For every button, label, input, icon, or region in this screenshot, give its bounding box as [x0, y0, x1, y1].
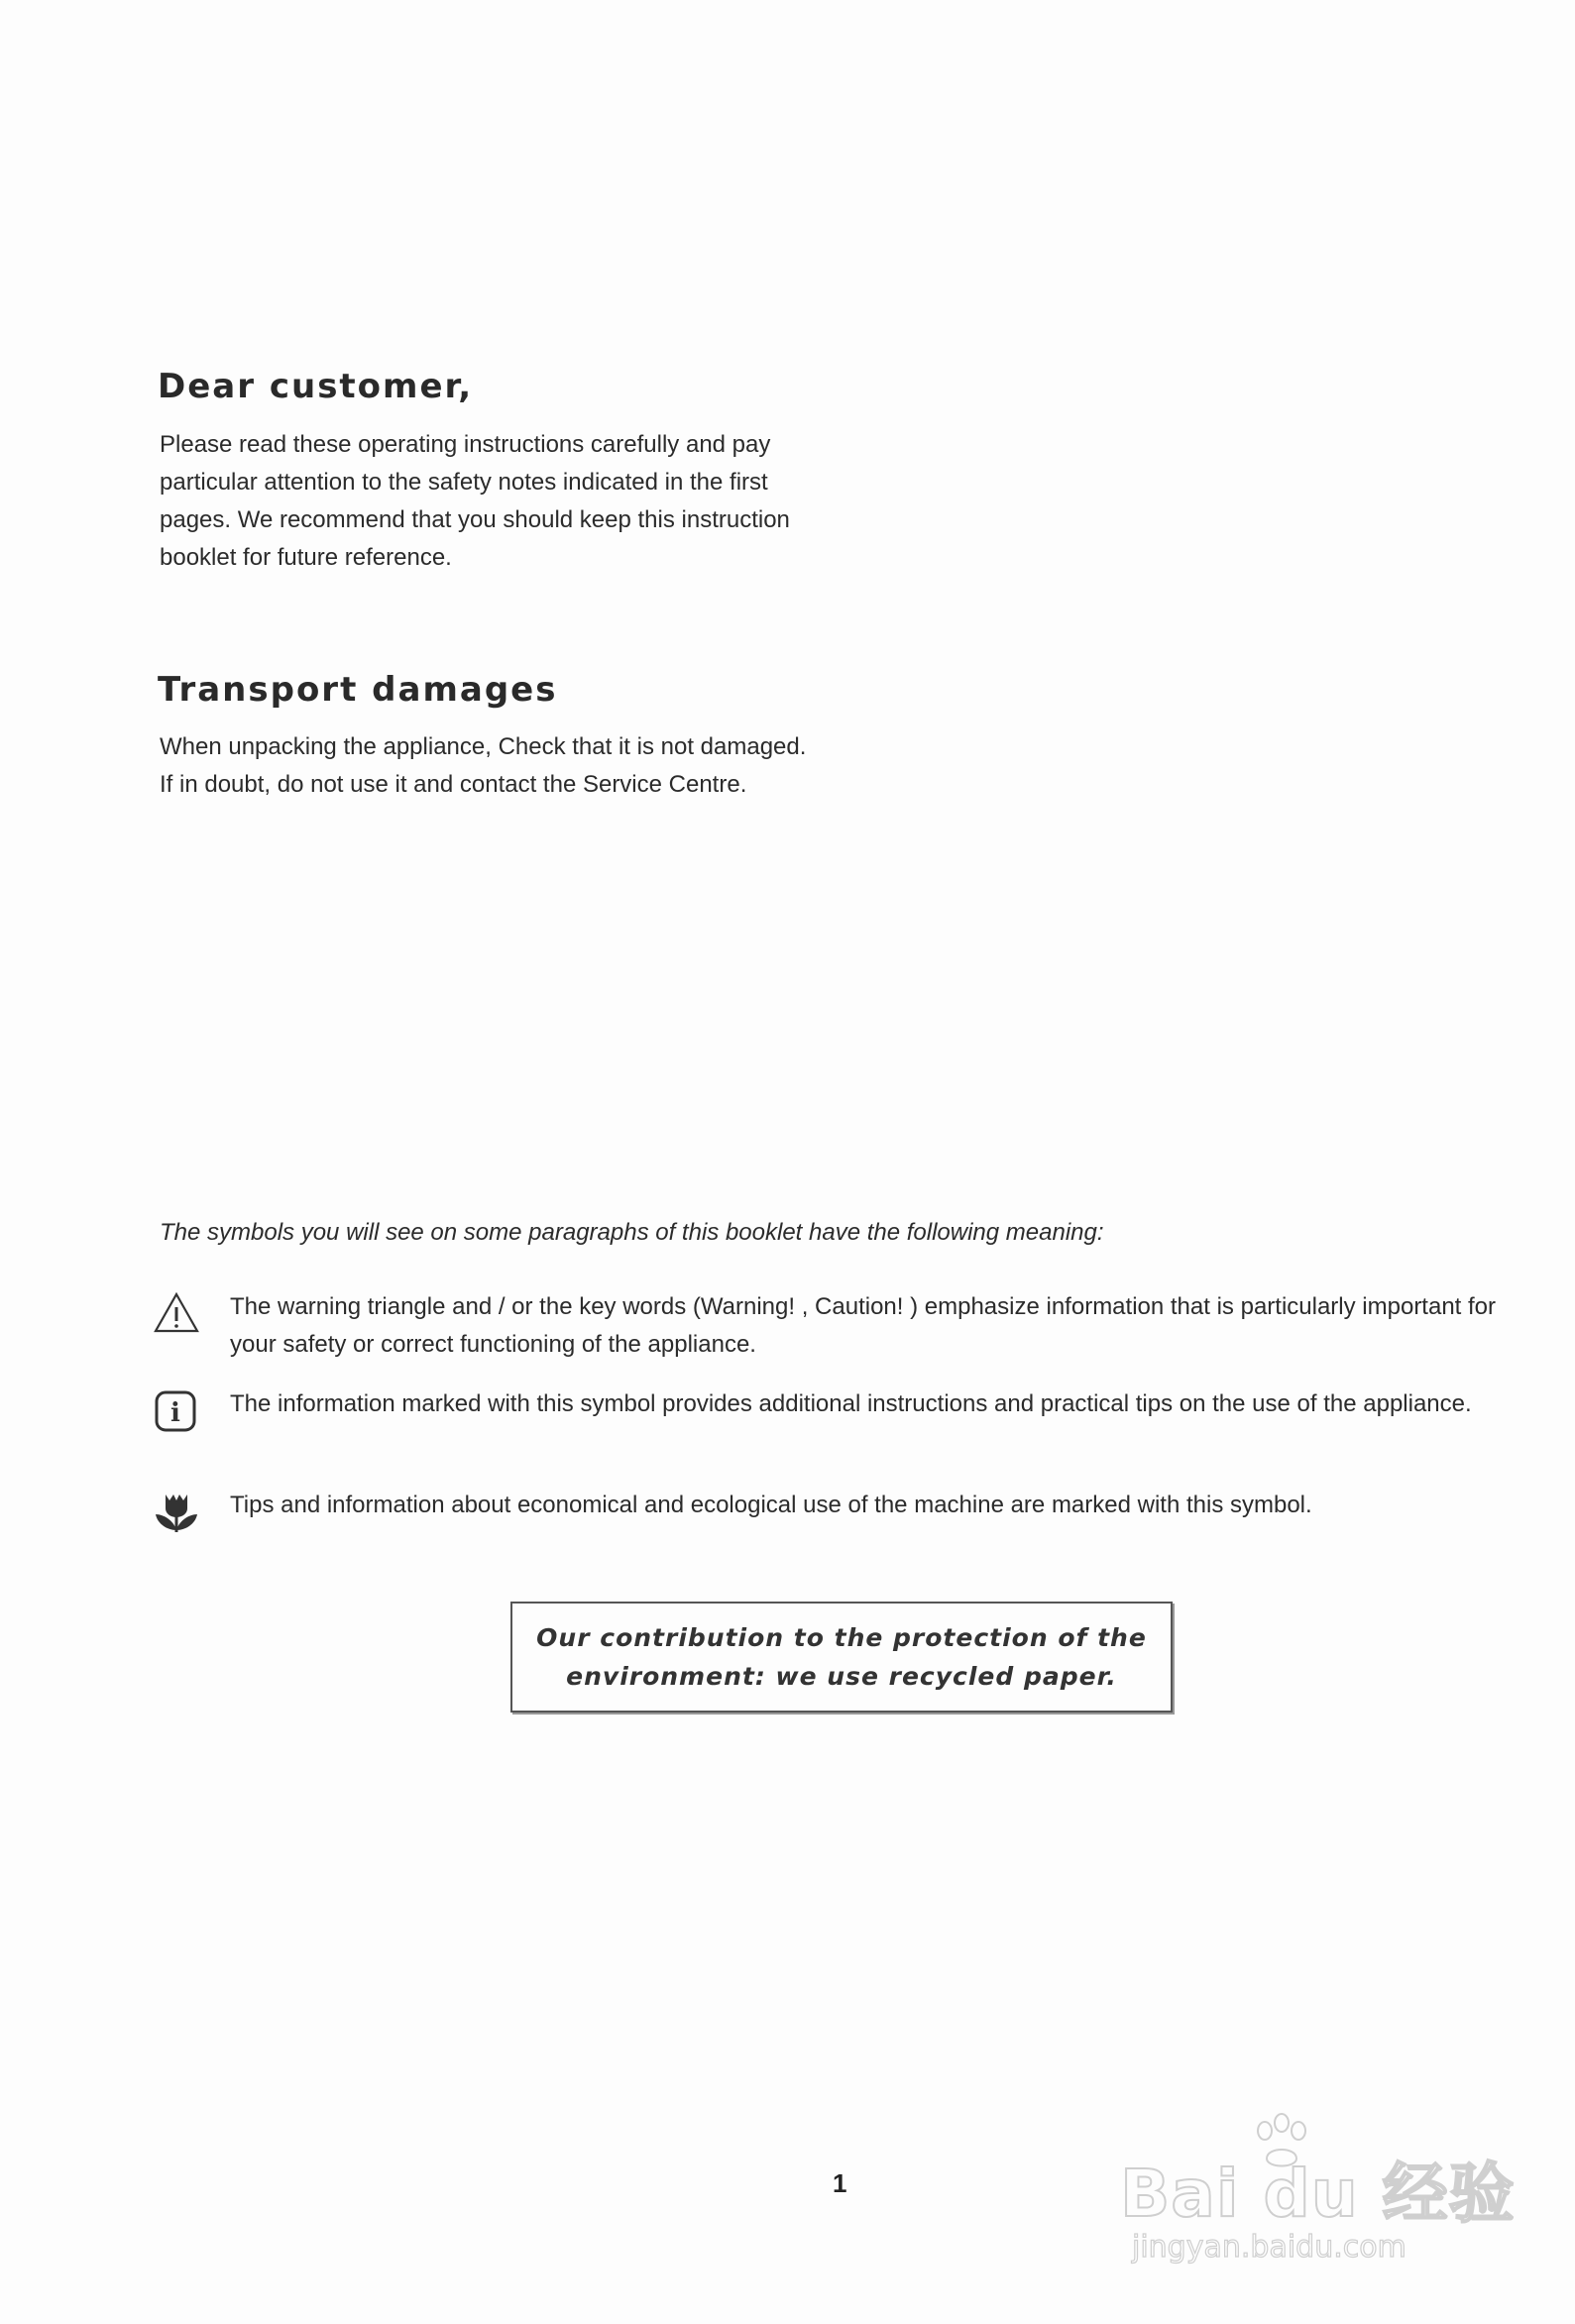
info-icon — [152, 1385, 201, 1435]
environment-note-text — [536, 1618, 1147, 1696]
dear-customer-text: Please read these operating instructions carefully and pay particular attention to the safety notes indicated in the first pages. We recommend that you should keep this instruction booklet for future reference. — [160, 431, 790, 571]
warning-triangle-icon — [152, 1288, 201, 1338]
baidu-watermark — [1120, 2101, 1536, 2299]
symbol-warning-text: The warning triangle and / or the key words (Warning! , Caution! ) emphasize information that is particularly important for your safety or correct functioning of the appliance. — [230, 1293, 1497, 1358]
environment-note-line1: Our contribution to the protection of the — [536, 1623, 1147, 1652]
svg-text:i: i — [170, 1398, 180, 1428]
page-number: 1 — [833, 2168, 847, 2198]
symbols-intro: The symbols you will see on some paragraphs of this booklet have the following meaning: — [160, 1219, 1104, 1246]
transport-damages-heading: Transport damages — [158, 670, 558, 710]
environment-note-line2: environment: we use recycled paper. — [566, 1662, 1117, 1691]
eco-flower-icon — [152, 1487, 201, 1536]
watermark-brand: Bai du 经验 — [1120, 2156, 1516, 2232]
transport-damages-text: When unpacking the appliance, Check that it is not damaged. If in doubt, do not use it and contact the Service Centre. — [160, 733, 807, 798]
symbol-eco-text: Tips and information about economical and ecological use of the machine are marked with this symbol. — [230, 1492, 1312, 1518]
environment-note-box — [510, 1602, 1173, 1713]
symbol-info-text: The information marked with this symbol provides additional instructions and practical tips on the use of the appliance. — [230, 1390, 1472, 1417]
watermark-url: jingyan.baidu.com — [1132, 2230, 1406, 2265]
dear-customer-heading: Dear customer, — [158, 367, 474, 406]
